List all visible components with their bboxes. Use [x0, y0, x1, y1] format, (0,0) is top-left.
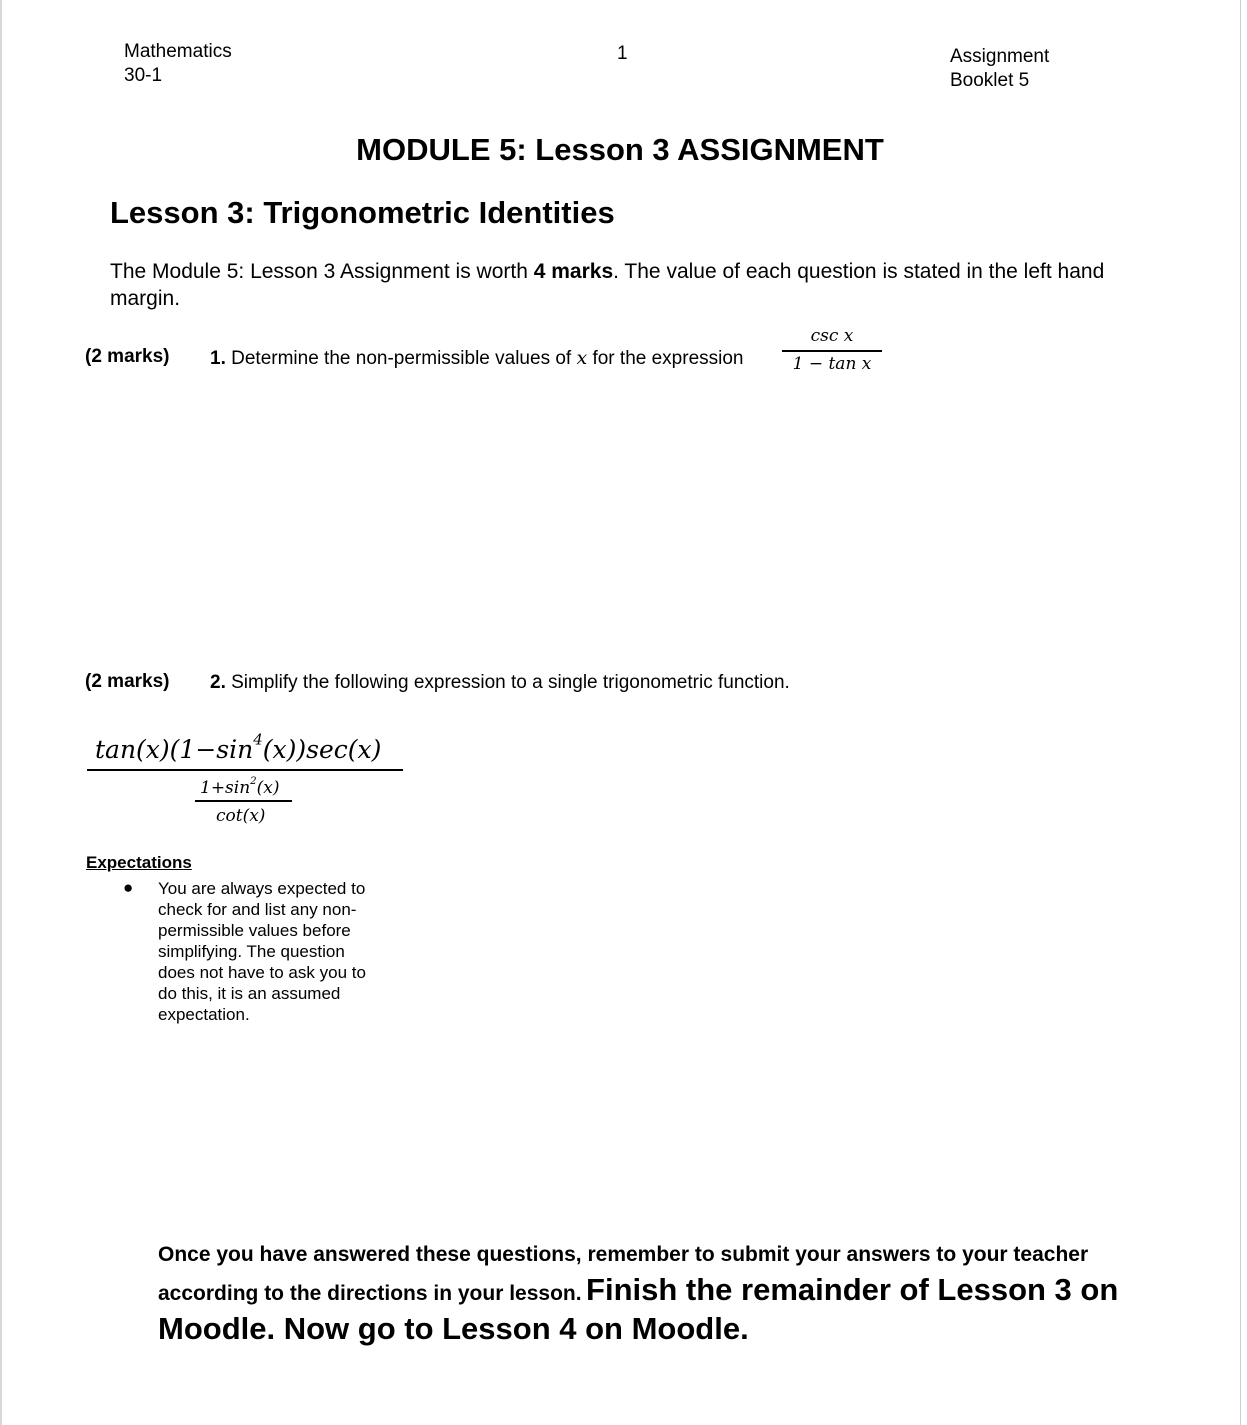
q2-number: 2. [210, 672, 226, 693]
q1-marks: (2 marks) [85, 346, 170, 367]
q2-main-fraction-bar [87, 769, 403, 771]
q1-fraction-denominator: 1 − tan x [792, 354, 872, 374]
q1-fraction [782, 326, 882, 374]
expectations-text: You are always expected to check for and list any non-permissible values before simplifying. The question does not have to ask you to do this, it is an assumed expectation. [158, 879, 366, 1024]
closing-big-text: Finish the remainder of Lesson 3 on Moodle. Now go to Lesson 4 on Moodle. [158, 1272, 1119, 1346]
q1-text-after: for the expression [587, 348, 744, 369]
booklet-label [950, 45, 1049, 93]
page-edge-left [0, 0, 2, 1425]
q1-variable: x [576, 347, 588, 369]
intro-paragraph [110, 258, 1110, 312]
q1-text [210, 347, 744, 370]
q2-num-part-a: tan(x)(1−sin [95, 735, 254, 764]
intro-part2: . The value of each question is stated in the left hand margin. [110, 260, 1105, 310]
q2-num-exponent: 4 [253, 730, 263, 749]
q2-text-body: Simplify the following expression to a single trigonometric function. [225, 672, 790, 693]
q2-den-num-part-b: (x) [256, 778, 280, 798]
closing-instructions [158, 1238, 1158, 1347]
closing-small-text: Once you have answered these questions, remember to submit your answers to your teacher according to the directions in your lesson. [158, 1243, 1089, 1305]
booklet-label-line2: Booklet 5 [950, 70, 1030, 91]
q2-denominator-numerator [200, 775, 280, 798]
lesson-title: Lesson 3: Trigonometric Identities [110, 195, 615, 230]
q2-marks: (2 marks) [85, 671, 170, 692]
course-name-line1: Mathematics [124, 41, 232, 62]
q2-num-part-b: (x))sec(x) [262, 735, 382, 764]
q2-den-num-exponent: 2 [250, 775, 257, 787]
page-edge-right [1240, 0, 1241, 1425]
booklet-label-line1: Assignment [950, 46, 1050, 67]
intro-marks-bold: 4 marks [533, 260, 614, 283]
q2-den-num-part-a: 1+sin [200, 778, 251, 798]
page-number: 1 [617, 43, 628, 64]
q2-inner-fraction-bar [195, 800, 292, 802]
q1-fraction-numerator: csc x [810, 326, 854, 346]
expectations-heading: Expectations [86, 853, 192, 872]
q1-fraction-bar [782, 350, 882, 352]
q1-number: 1. [210, 348, 226, 369]
intro-part1: The Module 5: Lesson 3 Assignment is worth [110, 260, 534, 283]
q1-text-before: Determine the non-permissible values of [225, 348, 577, 369]
q2-text [210, 672, 790, 694]
bullet-icon: ● [123, 878, 134, 897]
module-title: MODULE 5: Lesson 3 ASSIGNMENT [356, 132, 884, 167]
q2-denominator-denominator: cot(x) [216, 806, 266, 826]
q2-expression-numerator [95, 730, 382, 764]
course-name-line2: 30-1 [124, 65, 163, 86]
course-name [124, 40, 232, 88]
